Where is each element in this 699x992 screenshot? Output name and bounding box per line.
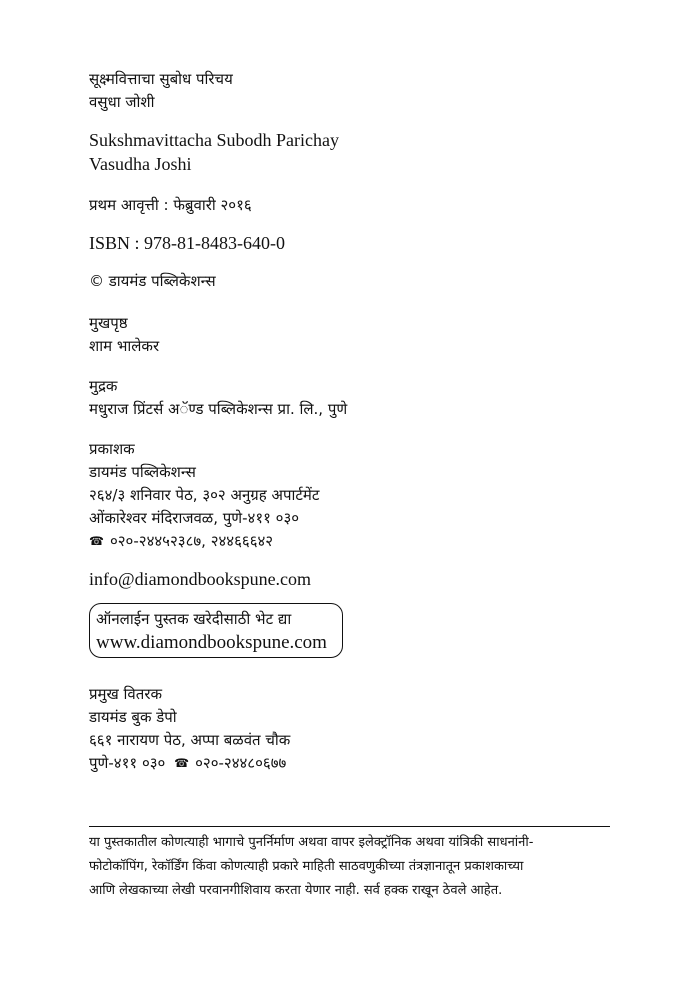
legal-line: आणि लेखकाच्या लेखी परवानगीशिवाय करता येणार नाही. सर्व हक्क राखून ठेवले आहेत.	[89, 883, 503, 898]
cover-credit	[89, 312, 159, 358]
author-marathi: वसुधा जोशी	[89, 93, 155, 111]
distributor-address: ६६१ नारायण पेठ, अप्पा बळवंत चौक	[89, 731, 291, 749]
phone-icon: ☎	[174, 756, 190, 770]
publisher-address-line1: २६४/३ शनिवार पेठ, ३०२ अनुग्रह अपार्टमेंट	[89, 486, 320, 504]
publisher-block	[89, 438, 319, 553]
isbn: ISBN : 978-81-8483-640-0	[89, 233, 285, 253]
distributor-city-phone-row	[89, 752, 290, 775]
edition: प्रथम आवृत्ती : फेब्रुवारी २०१६	[89, 196, 252, 214]
online-store-box	[89, 603, 343, 658]
publisher-name: डायमंड पब्लिकेशन्स	[89, 463, 196, 481]
publisher-label: प्रकाशक	[89, 440, 135, 458]
legal-line: फोटोकॉपिंग, रेकॉर्डिंग किंवा कोणत्याही प्रकारे माहिती साठवणुकीच्या तंत्रज्ञानातून प्रकाशकाच्या	[89, 859, 524, 874]
cover-label: मुखपृष्ठ	[89, 314, 128, 332]
legal-notice	[89, 831, 629, 903]
author-english: Vasudha Joshi	[89, 154, 192, 174]
phone-icon: ☎	[89, 534, 104, 548]
online-store-text: ऑनलाईन पुस्तक खरेदीसाठी भेट द्या	[96, 610, 292, 628]
distributor-label: प्रमुख वितरक	[89, 685, 162, 703]
distributor-name: डायमंड बुक डेपो	[89, 708, 177, 726]
online-store-url[interactable]: www.diamondbookspune.com	[96, 632, 327, 653]
publisher-phone: ०२०-२४४५२३८७, २४४६६६४२	[109, 532, 274, 550]
legal-line: या पुस्तकातील कोणत्याही भागाचे पुनर्निर्माण अथवा वापर इलेक्ट्रॉनिक अथवा यांत्रिकी साधनांनी-	[89, 835, 534, 850]
distributor-phone: ०२०-२४४८०६७७	[195, 754, 287, 772]
printer-credit	[89, 375, 347, 421]
book-title-english: Sukshmavittacha Subodh Parichay	[89, 130, 339, 150]
book-title-marathi: सूक्ष्मवित्ताचा सुबोध परिचय	[89, 70, 233, 88]
divider-rule	[89, 826, 610, 827]
title-block	[89, 68, 233, 114]
distributor-block	[89, 683, 290, 775]
publisher-phone-row	[89, 530, 319, 553]
printer-label: मुद्रक	[89, 377, 118, 395]
copyright: © डायमंड पब्लिकेशन्स	[89, 272, 216, 290]
publisher-address-line2: ओंकारेश्वर मंदिराजवळ, पुणे-४११ ०३०	[89, 509, 300, 527]
distributor-city: पुणे-४११ ०३०	[89, 754, 166, 772]
cover-artist: शाम भालेकर	[89, 337, 160, 355]
english-title-block	[89, 128, 339, 176]
publisher-email[interactable]: info@diamondbookspune.com	[89, 569, 312, 589]
printer-name: मधुराज प्रिंटर्स अॅण्ड पब्लिकेशन्स प्रा. लि., पुणे	[89, 400, 348, 418]
